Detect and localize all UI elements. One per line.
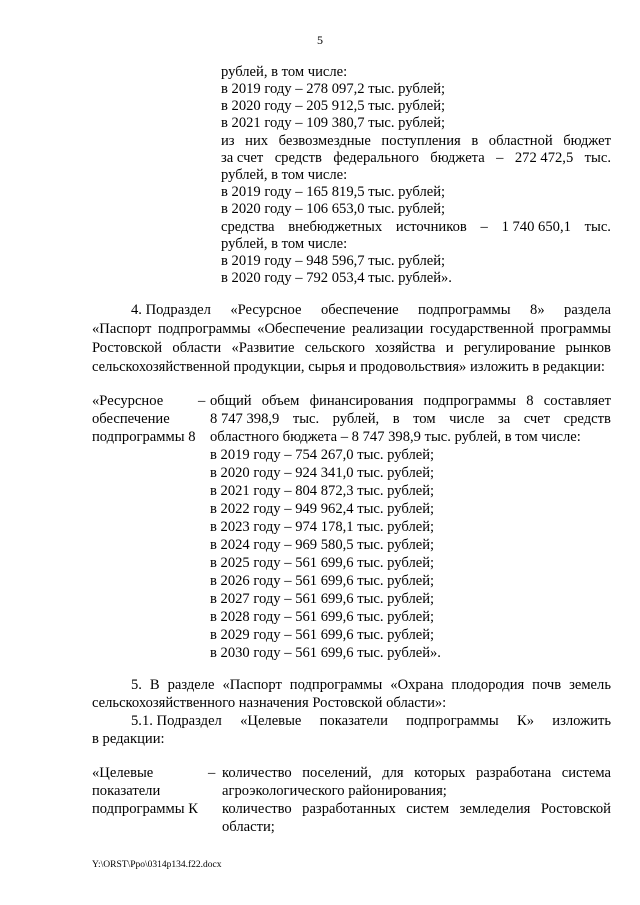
- word: земледелия: [459, 801, 531, 817]
- word: тыс.: [584, 150, 611, 166]
- text-line: сельскохозяйственного назначения Ростовской области»:: [92, 695, 447, 711]
- word: для: [382, 765, 404, 781]
- left-label-line: «Ресурсное: [92, 393, 164, 409]
- year-amount-line: в 2021 году – 804 872,3 тыс. рублей;: [210, 483, 435, 499]
- word: разработанных: [302, 801, 396, 817]
- left-label-line: обеспечение: [92, 411, 170, 427]
- word: поселений,: [302, 765, 372, 781]
- year-amount-line: в 2029 году – 561 699,6 тыс. рублей;: [210, 627, 435, 643]
- text-line: области;: [222, 819, 275, 835]
- word: областной: [488, 133, 553, 149]
- word: в: [471, 133, 479, 149]
- word: объем: [261, 393, 300, 409]
- word: разделе: [167, 677, 215, 693]
- text-line: рублей, в том числе:: [221, 64, 348, 80]
- word: подпрограммы: [157, 321, 251, 337]
- word: 8»: [530, 302, 545, 318]
- word: Ростовской: [540, 801, 611, 817]
- year-amount-line: в 2023 году – 974 178,1 тыс. рублей;: [210, 519, 435, 535]
- word: земель: [569, 677, 611, 693]
- word: плодородия: [451, 677, 525, 693]
- word: в: [392, 411, 400, 427]
- word: система: [561, 765, 611, 781]
- word: изложить: [552, 713, 611, 729]
- word: финансирования: [309, 393, 414, 409]
- word: –: [496, 150, 504, 166]
- word: безвозмездные: [278, 133, 371, 149]
- dash-separator: –: [198, 393, 206, 409]
- word: бюджет: [563, 133, 611, 149]
- word: почв: [532, 677, 562, 693]
- word: средств: [274, 150, 322, 166]
- text-line: в 2021 году – 109 380,7 тыс. рублей;: [221, 115, 446, 131]
- text-line: рублей, в том числе:: [221, 167, 348, 183]
- word: бюджета: [430, 150, 485, 166]
- word: подпрограммы: [289, 677, 383, 693]
- justified-line: [222, 801, 611, 818]
- year-amount-line: в 2026 году – 561 699,6 тыс. рублей;: [210, 573, 435, 589]
- justified-line: [221, 133, 611, 150]
- word: за счет: [221, 150, 264, 166]
- word: Ростовской: [92, 340, 163, 356]
- text-line: сельскохозяйственной продукции, сырья и продовольствия» изложить в редакции:: [92, 359, 605, 375]
- word: 272 472,5: [514, 150, 574, 166]
- left-label-line: подпрограммы 8: [92, 429, 196, 445]
- word: подпрограммы: [418, 302, 511, 318]
- word: рублей,: [332, 411, 380, 427]
- text-line: в редакции:: [92, 731, 165, 747]
- text-line: в 2019 году – 165 819,5 тыс. рублей;: [221, 184, 446, 200]
- word: хозяйства: [375, 340, 436, 356]
- page-number: 5: [317, 33, 323, 47]
- word: подпрограммы: [406, 713, 499, 729]
- word: поступления: [381, 133, 461, 149]
- word: обеспечение: [320, 302, 399, 318]
- word: 8: [526, 393, 534, 409]
- word: и: [445, 340, 454, 356]
- justified-line: [92, 340, 611, 357]
- justified-line: [131, 302, 611, 319]
- word: «Паспорт: [92, 321, 152, 337]
- word: количество: [222, 765, 292, 781]
- word: 1 740 650,1: [501, 219, 571, 235]
- justified-line: [210, 393, 611, 410]
- word: средства: [221, 219, 275, 235]
- text-line: в 2019 году – 948 596,7 тыс. рублей;: [221, 253, 446, 269]
- word: количество: [222, 801, 292, 817]
- word: 8 747 398,9: [210, 411, 280, 427]
- justified-line: [221, 150, 611, 167]
- justified-line: [131, 713, 611, 730]
- word: разработана: [476, 765, 552, 781]
- word: за: [497, 411, 511, 427]
- text-line: в 2020 году – 792 053,4 тыс. рублей».: [221, 270, 452, 286]
- word: реализации: [351, 321, 424, 337]
- word: систем: [406, 801, 450, 817]
- word: сельского: [304, 340, 365, 356]
- justified-line: [221, 219, 611, 236]
- text-line: областного бюджета – 8 747 398,9 тыс. рублей, в том числе:: [210, 429, 581, 445]
- year-amount-line: в 2027 году – 561 699,6 тыс. рублей;: [210, 591, 435, 607]
- justified-line: [131, 677, 611, 694]
- word: из: [221, 133, 235, 149]
- year-amount-line: в 2028 году – 561 699,6 тыс. рублей;: [210, 609, 435, 625]
- text-line: в 2019 году – 278 097,2 тыс. рублей;: [221, 81, 446, 97]
- text-line: в 2020 году – 205 912,5 тыс. рублей;: [221, 98, 446, 114]
- word: «Обеспечение: [257, 321, 346, 337]
- word: составляет: [543, 393, 611, 409]
- word: «Целевые: [240, 713, 302, 729]
- word: «Паспорт: [222, 677, 282, 693]
- word: числе: [449, 411, 485, 427]
- year-amount-line: в 2019 году – 754 267,0 тыс. рублей;: [210, 447, 435, 463]
- year-amount-line: в 2030 году – 561 699,6 тыс. рублей».: [210, 645, 441, 661]
- left-label-line: показатели: [92, 783, 161, 799]
- word: государственной: [429, 321, 534, 337]
- word: –: [480, 219, 488, 235]
- word: 5.1. Подраздел: [131, 713, 222, 729]
- word: рынков: [565, 340, 611, 356]
- word: них: [245, 133, 269, 149]
- file-path-footer: Y:\ORST\Ppo\0314p134.f22.docx: [92, 860, 222, 870]
- justified-line: [222, 765, 611, 782]
- word: В: [149, 677, 160, 693]
- word: 4. Подраздел: [131, 302, 211, 318]
- word: внебюджетных: [288, 219, 383, 235]
- dash-separator: –: [208, 765, 216, 781]
- word: тыс.: [292, 411, 320, 427]
- word: средств: [563, 411, 611, 427]
- year-amount-line: в 2025 году – 561 699,6 тыс. рублей;: [210, 555, 435, 571]
- left-label-line: подпрограммы К: [92, 801, 198, 817]
- word: которых: [414, 765, 466, 781]
- word: тыс.: [584, 219, 611, 235]
- word: области: [172, 340, 222, 356]
- word: показатели: [319, 713, 388, 729]
- word: программы: [540, 321, 611, 337]
- word: федерального: [333, 150, 419, 166]
- justified-line: [210, 411, 611, 428]
- word: раздела: [564, 302, 611, 318]
- word: 5.: [131, 677, 142, 693]
- year-amount-line: в 2020 году – 924 341,0 тыс. рублей;: [210, 465, 435, 481]
- text-line: в 2020 году – 106 653,0 тыс. рублей;: [221, 201, 446, 217]
- word: регулирование: [463, 340, 556, 356]
- word: том: [413, 411, 436, 427]
- justified-line: [92, 321, 611, 338]
- word: подпрограммы: [423, 393, 517, 409]
- text-line: агроэкологического районирования;: [222, 783, 447, 799]
- text-line: рублей, в том числе:: [221, 236, 348, 252]
- word: «Развитие: [231, 340, 295, 356]
- word: «Охрана: [390, 677, 444, 693]
- word: счет: [523, 411, 551, 427]
- word: К»: [516, 713, 535, 729]
- word: источников: [395, 219, 467, 235]
- word: общий: [210, 393, 252, 409]
- year-amount-line: в 2024 году – 969 580,5 тыс. рублей;: [210, 537, 435, 553]
- word: «Ресурсное: [230, 302, 302, 318]
- left-label-line: «Целевые: [92, 765, 154, 781]
- year-amount-line: в 2022 году – 949 962,4 тыс. рублей;: [210, 501, 435, 517]
